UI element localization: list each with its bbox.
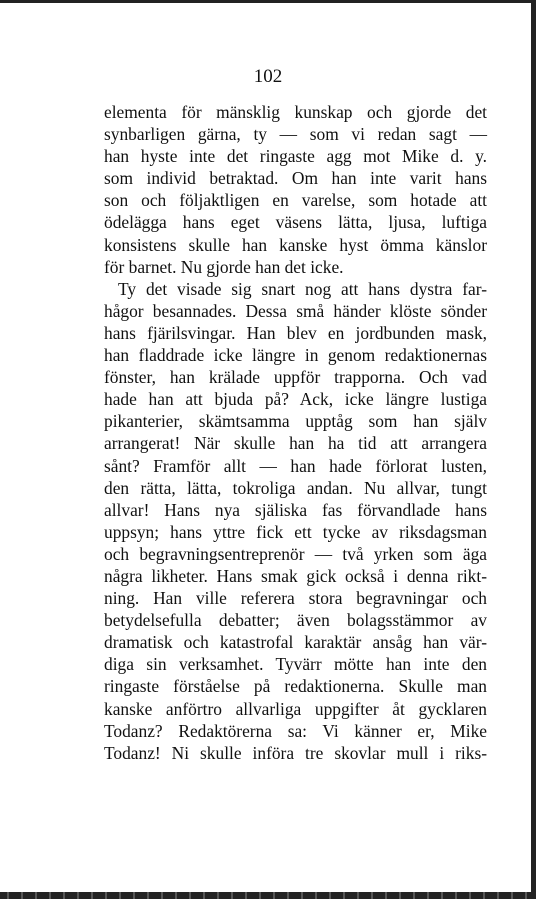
text-line: dramatisk och katastrofal karaktär ansåg han vär- xyxy=(104,632,487,653)
paragraph-first-line: Ty det visade sig snart nog att hans dystra far- xyxy=(118,278,487,299)
text-line: hågor besannades. Dessa små händer klöste sönder xyxy=(104,300,487,321)
page-number: 102 xyxy=(253,66,283,87)
page-bottom-edge xyxy=(0,892,536,899)
page-right-edge xyxy=(531,0,536,899)
text-line: synbarligen gärna, ty — som vi redan sagt — xyxy=(104,124,487,145)
text-line: elementa för mänsklig kunskap och gjorde det xyxy=(104,102,487,122)
text-line: sånt? Framför allt — han hade förlorat lusten, xyxy=(104,455,487,476)
text-line: för barnet. Nu gjorde han det icke. xyxy=(104,256,344,277)
body-text xyxy=(104,101,487,764)
text-line: ödelägga hans eget väsens lätta, ljusa, luftiga xyxy=(104,212,487,233)
text-line: ning. Han ville referera stora begravningar och xyxy=(104,588,487,609)
text-line: arrangerat! När skulle han ha tid att arrangera xyxy=(104,433,487,454)
text-line: han fladdrade icke längre in genom redaktionernas xyxy=(104,345,487,366)
text-line: uppsyn; hans yttre fick ett tycke av riksdagsman xyxy=(104,521,487,542)
text-line: kanske anförtro allvarliga uppgifter åt gycklaren xyxy=(104,698,487,719)
text-line: konsistens skulle han kanske hyst ömma känslor xyxy=(104,234,487,255)
text-line: några likheter. Hans smak gick också i denna rikt- xyxy=(104,565,487,586)
text-line: Todanz? Redaktörerna sa: Vi känner er, Mike xyxy=(104,720,487,741)
text-line: betydelsefulla debatter; även bolagsstämmor av xyxy=(104,610,487,631)
text-line: hans fjärilsvingar. Han blev en jordbunden mask, xyxy=(104,322,487,343)
text-line: den rätta, lätta, tokroliga andan. Nu allvar, tungt xyxy=(104,477,487,498)
text-line: fönster, han krälade uppför trapporna. Och vad xyxy=(104,367,487,388)
text-line: Todanz! Ni skulle införa tre skovlar mull i riks- xyxy=(104,742,487,763)
page-top-edge xyxy=(0,0,536,3)
text-line: ringaste förståelse på redaktionerna. Skulle man xyxy=(104,676,487,697)
text-line: hade han att bjuda på? Ack, icke längre lustiga xyxy=(104,389,487,410)
text-line: diga sin verksamhet. Tyvärr mötte han inte den xyxy=(104,654,487,675)
text-line: son och följaktligen en varelse, som hotade att xyxy=(104,190,487,211)
text-line: pikanterier, skämtsamma upptåg som han själv xyxy=(104,411,487,432)
text-line: allvar! Hans nya själiska fas förvandlade hans xyxy=(104,499,487,520)
text-line: och begravningsentreprenör — två yrken som äga xyxy=(104,543,487,564)
text-line: som individ betraktad. Om han inte varit hans xyxy=(104,168,487,189)
text-line: han hyste inte det ringaste agg mot Mike d. y. xyxy=(104,146,487,167)
